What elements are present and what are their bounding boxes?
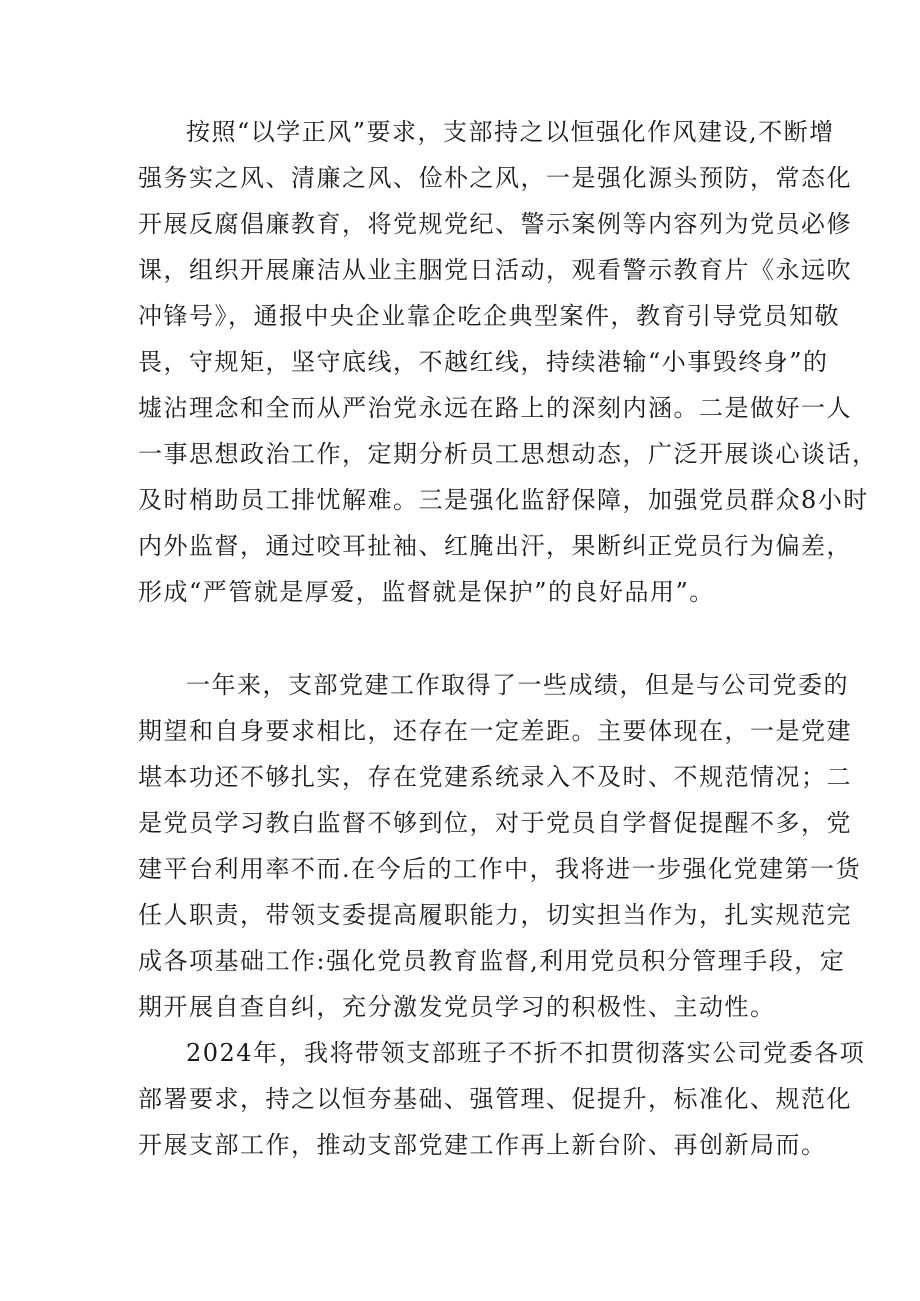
paragraph-2-line: 期开展自查自纠，充分激发党员学习的积极性、主动性。 <box>138 993 776 1021</box>
paragraph-2-line: 是党员学习教白监督不够到位，对于党员自学督促提醒不多，党 <box>138 809 852 837</box>
paragraph-1-line: 一事思想政治工作，定期分析员工思想动态，广泛开展谈心谈话， <box>138 440 878 468</box>
paragraph-1-line: 开展反腐倡廉教育，将党规党纪、警示案例等内容列为党员必修 <box>138 210 852 238</box>
paragraph-1-line: 畏，守规矩，坚守底线，不越红线，持续港输“小事毁终身”的 <box>138 348 829 376</box>
paragraph-2-line: 建平台利用率不而.在今后的工作中，我将进一步强化党建第一货 <box>138 855 862 883</box>
paragraph-3-line: 部署要求，持之以恒夯基础、强管理、促提升，标准化、规范化 <box>138 1085 852 1113</box>
paragraph-1-line: 内外监督，通过咬耳扯袖、红腌出汗，果断纠正党员行为偏差， <box>138 532 852 560</box>
paragraph-1-line: 形成“严管就是厚爱，监督就是保护”的良好品用”。 <box>138 578 715 606</box>
paragraph-1-line: 及时梢助员工排忧解难。三是强化监舒保障，加强党员群众8小时 <box>138 486 869 514</box>
paragraph-1-line: 墟沾理念和全而从严治党永远在路上的深刻内涵。二是做好一人 <box>138 394 852 422</box>
paragraph-3-line: 2024年，我将带领支部班子不折不扣贯彻落实公司党委各项 <box>186 1039 866 1067</box>
paragraph-1-line: 按照“以学正风”要求，支部持之以恒强化作风建设,不断增 <box>186 118 835 146</box>
paragraph-3-line: 开展支部工作，推动支部党建工作再上新台阶、再创新局而。 <box>138 1131 827 1159</box>
paragraph-2-line: 期望和自身要求相比，还存在一定差距。主要体现在，一是党建 <box>138 717 852 745</box>
paragraph-2-line: 一年来，支部党建工作取得了一些成绩，但是与公司党委的 <box>186 671 849 699</box>
paragraph-1-line: 课，组织开展廉洁从业主胭党日活动，观看警示教育片《永远吹 <box>138 256 852 284</box>
paragraph-2-line: 任人职责，带领支委提高履职能力，切实担当作为，扎实规范完 <box>138 901 852 929</box>
paragraph-1-line: 冲锋号》，通报中央企业靠企吃企典型案件，教育引导党员知敬 <box>138 302 840 330</box>
paragraph-2-line: 堪本功还不够扎实，存在党建系统录入不及时、不规范情况；二 <box>138 763 852 791</box>
paragraph-2-line: 成各项基础工作:强化党员教育监督,利用党员积分管理手段，定 <box>138 947 846 975</box>
paragraph-1-line: 强务实之风、清廉之风、俭朴之风，一是强化源头预防，常态化 <box>138 164 852 192</box>
